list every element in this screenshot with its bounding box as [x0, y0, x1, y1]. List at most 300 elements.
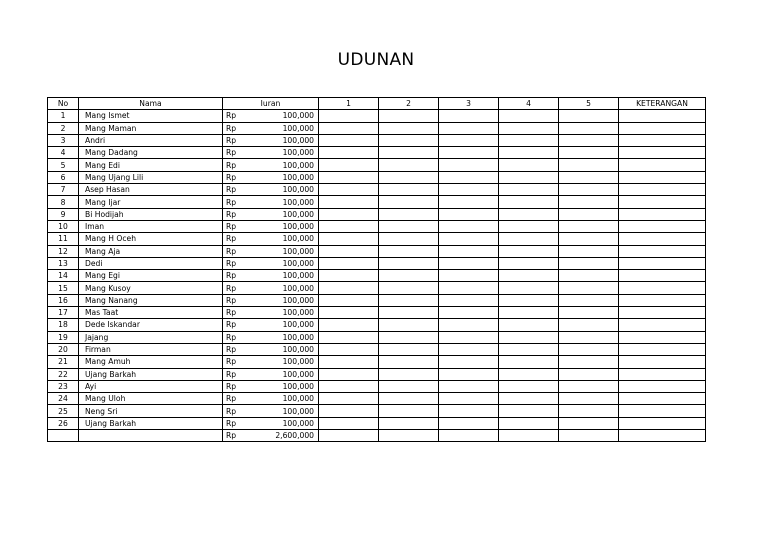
row-no: 21	[48, 356, 79, 368]
row-cell-1	[319, 368, 379, 380]
row-keterangan	[619, 356, 706, 368]
row-currency: Rp	[223, 159, 253, 171]
row-iuran: 100,000	[253, 282, 319, 294]
row-cell-1	[319, 405, 379, 417]
table-row	[48, 343, 706, 355]
row-cell-4	[499, 220, 559, 232]
row-cell-5	[559, 134, 619, 146]
row-cell-2	[379, 208, 439, 220]
row-cell-4	[499, 380, 559, 392]
row-iuran: 100,000	[253, 356, 319, 368]
row-cell-5	[559, 147, 619, 159]
total-no-cell	[48, 430, 79, 442]
table-row	[48, 110, 706, 122]
table-row	[48, 159, 706, 171]
row-cell-1	[319, 159, 379, 171]
total-cell-2	[379, 430, 439, 442]
table-row	[48, 270, 706, 282]
row-cell-2	[379, 294, 439, 306]
row-keterangan	[619, 147, 706, 159]
row-cell-2	[379, 110, 439, 122]
row-cell-2	[379, 368, 439, 380]
row-no: 5	[48, 159, 79, 171]
row-cell-3	[439, 257, 499, 269]
table-row	[48, 257, 706, 269]
row-cell-4	[499, 208, 559, 220]
row-no: 18	[48, 319, 79, 331]
table-row	[48, 356, 706, 368]
row-cell-5	[559, 159, 619, 171]
table-row	[48, 417, 706, 429]
row-no: 14	[48, 270, 79, 282]
row-cell-1	[319, 282, 379, 294]
row-cell-4	[499, 134, 559, 146]
row-iuran: 100,000	[253, 208, 319, 220]
row-currency: Rp	[223, 380, 253, 392]
row-iuran: 100,000	[253, 184, 319, 196]
row-currency: Rp	[223, 110, 253, 122]
row-nama: Dedi	[79, 257, 223, 269]
row-nama: Mang Uloh	[79, 393, 223, 405]
header-5: 5	[559, 98, 619, 110]
total-cell-5	[559, 430, 619, 442]
row-keterangan	[619, 245, 706, 257]
row-iuran: 100,000	[253, 257, 319, 269]
row-cell-3	[439, 417, 499, 429]
row-no: 20	[48, 343, 79, 355]
row-cell-5	[559, 257, 619, 269]
row-cell-1	[319, 356, 379, 368]
row-cell-3	[439, 319, 499, 331]
row-cell-4	[499, 331, 559, 343]
row-no: 11	[48, 233, 79, 245]
row-cell-3	[439, 233, 499, 245]
row-cell-4	[499, 147, 559, 159]
row-cell-4	[499, 307, 559, 319]
row-cell-2	[379, 405, 439, 417]
row-keterangan	[619, 343, 706, 355]
row-cell-1	[319, 380, 379, 392]
page-title: UDUNAN	[337, 50, 415, 70]
row-cell-1	[319, 122, 379, 134]
row-keterangan	[619, 257, 706, 269]
row-no: 25	[48, 405, 79, 417]
row-currency: Rp	[223, 307, 253, 319]
row-currency: Rp	[223, 257, 253, 269]
row-iuran: 100,000	[253, 134, 319, 146]
row-cell-2	[379, 220, 439, 232]
row-iuran: 100,000	[253, 393, 319, 405]
row-cell-1	[319, 208, 379, 220]
row-cell-4	[499, 245, 559, 257]
row-cell-1	[319, 110, 379, 122]
row-cell-5	[559, 294, 619, 306]
row-cell-2	[379, 282, 439, 294]
row-nama: Mang Kusoy	[79, 282, 223, 294]
row-cell-3	[439, 356, 499, 368]
row-cell-2	[379, 245, 439, 257]
row-cell-3	[439, 110, 499, 122]
row-iuran: 100,000	[253, 294, 319, 306]
row-cell-4	[499, 356, 559, 368]
row-cell-3	[439, 270, 499, 282]
row-cell-3	[439, 134, 499, 146]
row-cell-1	[319, 134, 379, 146]
row-no: 16	[48, 294, 79, 306]
row-cell-2	[379, 343, 439, 355]
total-nama-cell	[79, 430, 223, 442]
row-no: 22	[48, 368, 79, 380]
row-cell-5	[559, 184, 619, 196]
row-iuran: 100,000	[253, 233, 319, 245]
row-iuran: 100,000	[253, 417, 319, 429]
row-currency: Rp	[223, 319, 253, 331]
row-cell-5	[559, 380, 619, 392]
row-cell-2	[379, 134, 439, 146]
row-iuran: 100,000	[253, 159, 319, 171]
row-currency: Rp	[223, 368, 253, 380]
row-cell-5	[559, 417, 619, 429]
row-currency: Rp	[223, 196, 253, 208]
row-cell-5	[559, 245, 619, 257]
row-cell-1	[319, 196, 379, 208]
table-row	[48, 196, 706, 208]
row-nama: Mang Aja	[79, 245, 223, 257]
table-row	[48, 134, 706, 146]
row-currency: Rp	[223, 208, 253, 220]
row-nama: Mang Ismet	[79, 110, 223, 122]
row-cell-5	[559, 233, 619, 245]
row-cell-4	[499, 393, 559, 405]
row-currency: Rp	[223, 147, 253, 159]
table-row	[48, 282, 706, 294]
row-cell-2	[379, 331, 439, 343]
row-cell-3	[439, 368, 499, 380]
row-cell-5	[559, 343, 619, 355]
table-row	[48, 122, 706, 134]
row-iuran: 100,000	[253, 270, 319, 282]
row-keterangan	[619, 134, 706, 146]
row-iuran: 100,000	[253, 307, 319, 319]
row-iuran: 100,000	[253, 110, 319, 122]
row-no: 12	[48, 245, 79, 257]
row-cell-5	[559, 270, 619, 282]
row-cell-5	[559, 356, 619, 368]
row-currency: Rp	[223, 294, 253, 306]
row-keterangan	[619, 208, 706, 220]
table-row	[48, 380, 706, 392]
row-keterangan	[619, 196, 706, 208]
row-no: 23	[48, 380, 79, 392]
row-no: 8	[48, 196, 79, 208]
row-no: 24	[48, 393, 79, 405]
table-row	[48, 171, 706, 183]
row-no: 15	[48, 282, 79, 294]
header-iuran: Iuran	[223, 98, 319, 110]
row-cell-4	[499, 159, 559, 171]
row-currency: Rp	[223, 331, 253, 343]
row-iuran: 100,000	[253, 405, 319, 417]
row-cell-4	[499, 282, 559, 294]
table-row	[48, 405, 706, 417]
row-keterangan	[619, 233, 706, 245]
row-cell-2	[379, 122, 439, 134]
row-cell-5	[559, 368, 619, 380]
row-cell-2	[379, 184, 439, 196]
row-nama: Mang Maman	[79, 122, 223, 134]
row-cell-4	[499, 122, 559, 134]
header-4: 4	[499, 98, 559, 110]
row-keterangan	[619, 417, 706, 429]
row-nama: Ayi	[79, 380, 223, 392]
row-iuran: 100,000	[253, 171, 319, 183]
row-cell-2	[379, 147, 439, 159]
row-no: 17	[48, 307, 79, 319]
row-iuran: 100,000	[253, 147, 319, 159]
row-cell-2	[379, 417, 439, 429]
row-cell-1	[319, 220, 379, 232]
row-cell-5	[559, 220, 619, 232]
row-cell-4	[499, 257, 559, 269]
row-keterangan	[619, 110, 706, 122]
row-no: 6	[48, 171, 79, 183]
row-nama: Mang Edi	[79, 159, 223, 171]
row-cell-1	[319, 257, 379, 269]
row-cell-2	[379, 307, 439, 319]
header-1: 1	[319, 98, 379, 110]
header-no: No	[48, 98, 79, 110]
row-keterangan	[619, 331, 706, 343]
row-keterangan	[619, 122, 706, 134]
row-iuran: 100,000	[253, 196, 319, 208]
row-keterangan	[619, 368, 706, 380]
row-cell-4	[499, 270, 559, 282]
table-row	[48, 368, 706, 380]
row-no: 2	[48, 122, 79, 134]
row-currency: Rp	[223, 233, 253, 245]
row-cell-3	[439, 282, 499, 294]
row-cell-2	[379, 356, 439, 368]
row-cell-5	[559, 282, 619, 294]
row-cell-1	[319, 331, 379, 343]
row-iuran: 100,000	[253, 368, 319, 380]
row-keterangan	[619, 380, 706, 392]
table-row	[48, 147, 706, 159]
row-currency: Rp	[223, 134, 253, 146]
row-no: 26	[48, 417, 79, 429]
row-nama: Ujang Barkah	[79, 368, 223, 380]
row-nama: Ujang Barkah	[79, 417, 223, 429]
row-cell-4	[499, 294, 559, 306]
row-currency: Rp	[223, 393, 253, 405]
table-row	[48, 307, 706, 319]
row-iuran: 100,000	[253, 343, 319, 355]
row-cell-1	[319, 147, 379, 159]
table-row	[48, 319, 706, 331]
table-row	[48, 184, 706, 196]
row-cell-3	[439, 307, 499, 319]
row-keterangan	[619, 270, 706, 282]
row-cell-5	[559, 110, 619, 122]
row-currency: Rp	[223, 282, 253, 294]
row-cell-3	[439, 147, 499, 159]
row-cell-1	[319, 343, 379, 355]
row-keterangan	[619, 220, 706, 232]
row-cell-4	[499, 319, 559, 331]
row-cell-4	[499, 405, 559, 417]
total-cell-1	[319, 430, 379, 442]
row-currency: Rp	[223, 417, 253, 429]
table-row	[48, 220, 706, 232]
row-cell-3	[439, 159, 499, 171]
row-cell-4	[499, 196, 559, 208]
row-nama: Mang Ijar	[79, 196, 223, 208]
row-cell-5	[559, 319, 619, 331]
table-row	[48, 331, 706, 343]
row-nama: Mang Nanang	[79, 294, 223, 306]
table-row	[48, 245, 706, 257]
row-currency: Rp	[223, 270, 253, 282]
row-cell-2	[379, 319, 439, 331]
row-cell-1	[319, 270, 379, 282]
header-3: 3	[439, 98, 499, 110]
row-cell-2	[379, 270, 439, 282]
row-cell-1	[319, 233, 379, 245]
row-keterangan	[619, 159, 706, 171]
row-cell-3	[439, 171, 499, 183]
row-iuran: 100,000	[253, 331, 319, 343]
row-nama: Andri	[79, 134, 223, 146]
row-nama: Mang Amuh	[79, 356, 223, 368]
table-row	[48, 294, 706, 306]
total-cell-4	[499, 430, 559, 442]
row-cell-5	[559, 171, 619, 183]
row-currency: Rp	[223, 356, 253, 368]
row-iuran: 100,000	[253, 380, 319, 392]
row-cell-5	[559, 208, 619, 220]
row-cell-3	[439, 122, 499, 134]
total-currency: Rp	[223, 430, 253, 442]
row-cell-4	[499, 184, 559, 196]
row-cell-1	[319, 184, 379, 196]
row-currency: Rp	[223, 122, 253, 134]
row-iuran: 100,000	[253, 245, 319, 257]
row-cell-1	[319, 171, 379, 183]
row-cell-3	[439, 331, 499, 343]
total-keterangan	[619, 430, 706, 442]
row-cell-2	[379, 380, 439, 392]
row-currency: Rp	[223, 220, 253, 232]
row-currency: Rp	[223, 405, 253, 417]
table-row	[48, 393, 706, 405]
row-nama: Dede Iskandar	[79, 319, 223, 331]
row-cell-5	[559, 307, 619, 319]
row-cell-2	[379, 393, 439, 405]
row-cell-5	[559, 331, 619, 343]
row-cell-5	[559, 405, 619, 417]
row-nama: Jajang	[79, 331, 223, 343]
udunan-table	[47, 97, 706, 442]
header-nama: Nama	[79, 98, 223, 110]
row-cell-3	[439, 196, 499, 208]
row-no: 7	[48, 184, 79, 196]
row-cell-1	[319, 417, 379, 429]
row-cell-3	[439, 405, 499, 417]
row-keterangan	[619, 184, 706, 196]
row-cell-3	[439, 393, 499, 405]
row-cell-1	[319, 393, 379, 405]
row-cell-4	[499, 233, 559, 245]
row-cell-2	[379, 233, 439, 245]
row-cell-3	[439, 184, 499, 196]
row-nama: Firman	[79, 343, 223, 355]
row-no: 1	[48, 110, 79, 122]
header-keterangan: KETERANGAN	[619, 98, 706, 110]
total-cell-3	[439, 430, 499, 442]
row-cell-2	[379, 257, 439, 269]
row-keterangan	[619, 294, 706, 306]
row-no: 3	[48, 134, 79, 146]
row-iuran: 100,000	[253, 220, 319, 232]
row-keterangan	[619, 282, 706, 294]
row-nama: Neng Sri	[79, 405, 223, 417]
table-row	[48, 208, 706, 220]
row-cell-3	[439, 220, 499, 232]
row-cell-5	[559, 393, 619, 405]
row-cell-5	[559, 122, 619, 134]
row-keterangan	[619, 171, 706, 183]
row-cell-4	[499, 110, 559, 122]
row-currency: Rp	[223, 184, 253, 196]
row-nama: Asep Hasan	[79, 184, 223, 196]
total-amount: 2,600,000	[253, 430, 319, 442]
row-no: 4	[48, 147, 79, 159]
row-iuran: 100,000	[253, 319, 319, 331]
row-cell-3	[439, 294, 499, 306]
row-cell-3	[439, 245, 499, 257]
row-iuran: 100,000	[253, 122, 319, 134]
row-cell-3	[439, 208, 499, 220]
row-cell-3	[439, 380, 499, 392]
row-cell-1	[319, 307, 379, 319]
row-keterangan	[619, 307, 706, 319]
row-no: 13	[48, 257, 79, 269]
row-keterangan	[619, 405, 706, 417]
row-cell-2	[379, 171, 439, 183]
row-nama: Mang Ujang Lili	[79, 171, 223, 183]
row-nama: Mang Dadang	[79, 147, 223, 159]
table-row	[48, 233, 706, 245]
row-cell-5	[559, 196, 619, 208]
row-nama: Mas Taat	[79, 307, 223, 319]
row-currency: Rp	[223, 245, 253, 257]
row-no: 9	[48, 208, 79, 220]
header-row	[48, 98, 706, 110]
row-cell-4	[499, 171, 559, 183]
row-cell-1	[319, 294, 379, 306]
row-no: 10	[48, 220, 79, 232]
row-nama: Iman	[79, 220, 223, 232]
row-keterangan	[619, 319, 706, 331]
row-nama: Mang H Oceh	[79, 233, 223, 245]
row-currency: Rp	[223, 171, 253, 183]
total-row	[48, 430, 706, 442]
row-cell-1	[319, 245, 379, 257]
row-nama: Bi Hodijah	[79, 208, 223, 220]
row-no: 19	[48, 331, 79, 343]
row-cell-2	[379, 196, 439, 208]
row-cell-1	[319, 319, 379, 331]
